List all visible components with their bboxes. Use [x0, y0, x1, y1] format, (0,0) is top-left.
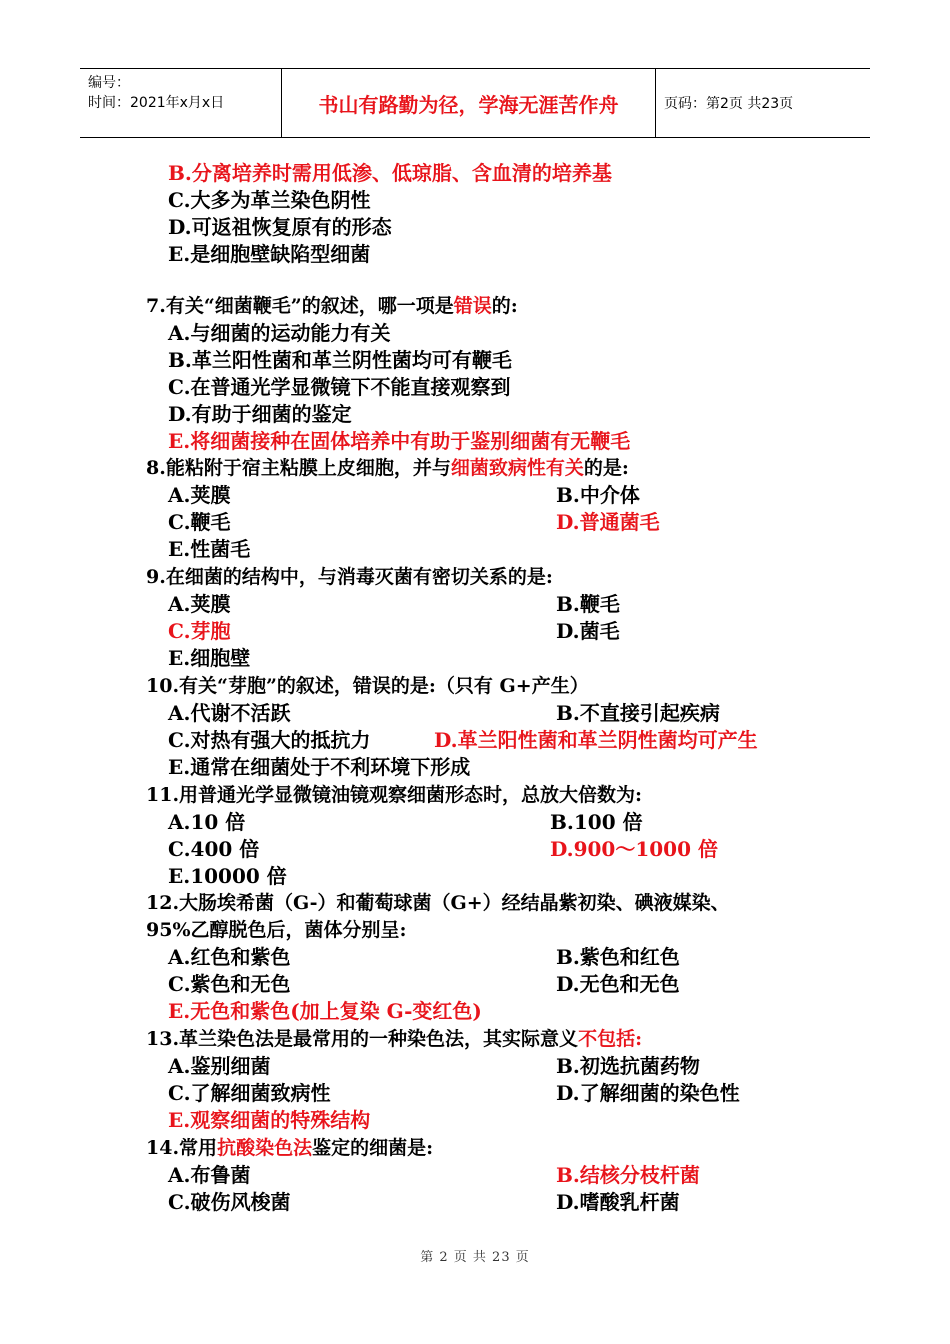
q8-option-e: E.性菌毛	[168, 537, 251, 561]
page-footer: 第 2 页 共 23 页	[420, 1250, 530, 1265]
q10-option-d: D.革兰阳性菌和革兰阴性菌均可产生	[434, 728, 758, 752]
q13-option-d: D.了解细菌的染色性	[556, 1081, 740, 1105]
q8-option-b: B.中介体	[556, 483, 640, 507]
q14-stem: 14.常用抗酸染色法鉴定的细菌是:	[146, 1137, 434, 1159]
q9-stem: 9.在细菌的结构中，与消毒灭菌有密切关系的是:	[146, 566, 553, 588]
q13-option-c: C.了解细菌致病性	[168, 1081, 331, 1105]
page-header	[80, 68, 870, 138]
q7-option-c: C.在普通光学显微镜下不能直接观察到	[168, 375, 511, 399]
q7-option-e: E.将细菌接种在固体培养中有助于鉴别细菌有无鞭毛	[168, 429, 631, 453]
time-label: 时间：2021年x月x日	[88, 95, 225, 111]
q11-option-e: E.10000 倍	[168, 864, 287, 888]
q10-stem: 10.有关“芽胞”的叙述，错误的是:（只有 G+产生）	[146, 675, 589, 697]
q9-option-c: C.芽胞	[168, 619, 231, 643]
q8-option-c: C.鞭毛	[168, 510, 231, 534]
q12-option-e: E.无色和紫色(加上复染 G-变红色)	[168, 999, 482, 1023]
q11-option-b: B.100 倍	[550, 810, 643, 834]
header-meta	[80, 69, 282, 137]
q13-option-b: B.初选抗菌药物	[556, 1054, 700, 1078]
q11-stem: 11.用普通光学显微镜油镜观察细菌形态时，总放大倍数为:	[146, 784, 643, 806]
q12-stem-line1: 12.大肠埃希菌（G-）和葡萄球菌（G+）经结晶紫初染、碘液媒染、	[146, 892, 730, 914]
q9-option-a: A.荚膜	[168, 592, 231, 616]
q7-option-b: B.革兰阳性菌和革兰阴性菌均可有鞭毛	[168, 348, 512, 372]
q6-option-d: D.可返祖恢复原有的形态	[168, 215, 392, 239]
q9-option-e: E.细胞壁	[168, 646, 251, 670]
q10-option-b: B.不直接引起疾病	[556, 701, 720, 725]
q8-stem: 8.能粘附于宿主粘膜上皮细胞，并与细菌致病性有关的是:	[146, 457, 629, 479]
q12-stem-line2: 95%乙醇脱色后，菌体分别呈:	[146, 919, 407, 941]
q14-option-a: A.布鲁菌	[168, 1163, 251, 1187]
q10-option-c: C.对热有强大的抵抗力	[168, 728, 371, 752]
q11-option-a: A.10 倍	[168, 810, 246, 834]
q14-option-d: D.嗜酸乳杆菌	[556, 1190, 680, 1214]
q6-option-b: B.分离培养时需用低渗、低琼脂、含血清的培养基	[168, 161, 612, 185]
header-motto: 书山有路勤为径，学海无涯苦作舟	[282, 69, 656, 137]
q8-option-a: A.荚膜	[168, 483, 231, 507]
q8-option-d: D.普通菌毛	[556, 510, 660, 534]
q13-option-e: E.观察细菌的特殊结构	[168, 1108, 371, 1132]
q9-option-d: D.菌毛	[556, 619, 620, 643]
q12-option-a: A.红色和紫色	[168, 945, 291, 969]
q13-option-a: A.鉴别细菌	[168, 1054, 271, 1078]
header-page-label: 页码：第2页 共23页	[664, 96, 794, 112]
q14-option-b: B.结核分枝杆菌	[556, 1163, 700, 1187]
q7-stem: 7.有关“细菌鞭毛”的叙述，哪一项是错误的:	[146, 295, 518, 317]
q6-option-c: C.大多为革兰染色阴性	[168, 188, 371, 212]
q12-option-b: B.紫色和红色	[556, 945, 680, 969]
q7-option-d: D.有助于细菌的鉴定	[168, 402, 352, 426]
q12-option-d: D.无色和无色	[556, 972, 680, 996]
q9-option-b: B.鞭毛	[556, 592, 620, 616]
q14-option-c: C.破伤风梭菌	[168, 1190, 291, 1214]
q11-option-c: C.400 倍	[168, 837, 260, 861]
number-label: 编号：	[88, 75, 130, 91]
q10-option-a: A.代谢不活跃	[168, 701, 291, 725]
q12-option-c: C.紫色和无色	[168, 972, 291, 996]
q7-option-a: A.与细菌的运动能力有关	[168, 321, 391, 345]
q6-option-e: E.是细胞壁缺陷型细菌	[168, 242, 371, 266]
q10-option-e: E.通常在细菌处于不利环境下形成	[168, 755, 471, 779]
q13-stem: 13.革兰染色法是最常用的一种染色法，其实际意义不包括:	[146, 1028, 643, 1050]
q11-option-d: D.900～1000 倍	[550, 837, 718, 861]
